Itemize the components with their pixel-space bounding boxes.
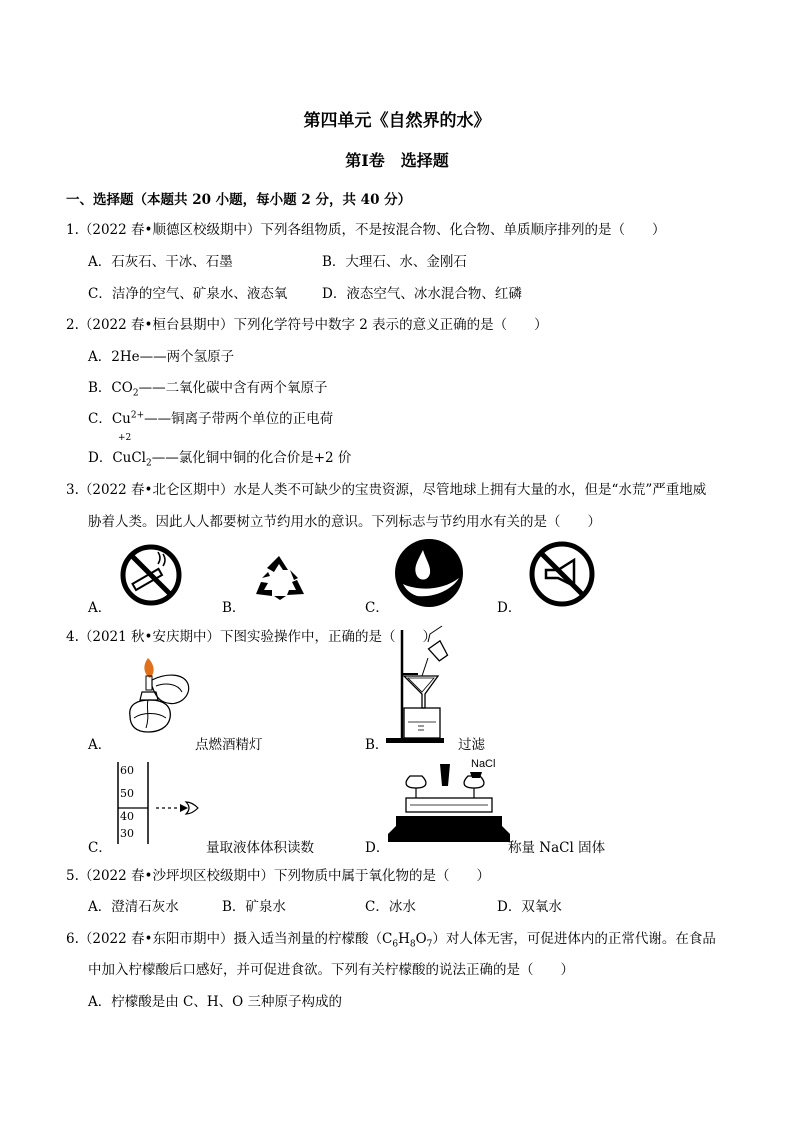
cylinder-tick-30: 30 — [120, 827, 134, 840]
cylinder-tick-60: 60 — [120, 764, 134, 777]
question-3-option-a: A． — [88, 600, 112, 616]
question-4-option-a: A． — [88, 737, 112, 753]
option-c-formula: C．Cu — [88, 411, 131, 427]
q6-h: H — [398, 931, 410, 947]
q6-sub-1: 6 — [392, 939, 399, 950]
filtration-setup-icon — [382, 622, 482, 746]
question-2-option-b — [88, 376, 328, 399]
option-d-subscript: 2 — [146, 458, 152, 469]
question-2-option-a: A．2He——两个氢原子 — [88, 349, 235, 365]
question-6-option-a: A．柠檬酸是由 C、H、O 三种原子构成的 — [88, 994, 343, 1010]
question-5-option-b: B．矿泉水 — [222, 899, 286, 915]
question-1-option-d: D．液态空气、冰水混合物、红磷 — [322, 286, 522, 302]
option-b-formula: B．CO — [88, 380, 133, 396]
question-3-option-c: C． — [365, 600, 389, 616]
option-b-text: ——二氧化碳中含有两个氧原子 — [138, 380, 328, 396]
cylinder-tick-50: 50 — [120, 787, 134, 800]
q6-sub-3: 7 — [426, 939, 433, 950]
option-b-subscript: 2 — [132, 388, 139, 399]
question-5-option-c: C．冰水 — [365, 899, 416, 915]
question-4-option-c-caption: 量取液体体积读数 — [206, 840, 314, 856]
option-c-superscript: 2+ — [130, 410, 145, 421]
question-4-option-a-caption: 点燃酒精灯 — [195, 737, 263, 753]
section-heading: 一、选择题（本题共 20 小题，每小题 2 分，共 40 分） — [66, 192, 412, 208]
cylinder-tick-40: 40 — [120, 810, 134, 823]
q6-o: O — [415, 931, 427, 947]
question-4-option-c: C． — [88, 840, 112, 856]
question-2-option-d — [88, 446, 352, 469]
question-4-stem: 4.（2021 秋•安庆期中）下图实验操作中，正确的是（ ） — [66, 629, 436, 645]
q6-text-a: 6.（2022 春•东阳市期中）摄入适当剂量的柠檬酸（C — [66, 931, 393, 947]
question-6-line-1 — [66, 927, 716, 950]
question-5-option-a: A．澄清石灰水 — [88, 899, 179, 915]
question-4-option-d-caption: 称量 NaCl 固体 — [508, 840, 606, 856]
question-1-stem: 1.（2022 春•顺德区校级期中）下列各组物质，不是按混合物、化合物、单质顺序排列的是（ ） — [66, 222, 666, 238]
question-1-option-c: C．洁净的空气、矿泉水、液态氧 — [88, 286, 288, 302]
question-4-option-b: B． — [365, 737, 389, 753]
question-2-stem: 2.（2022 春•桓台县期中）下列化学符号中数字 2 表示的意义正确的是（ ） — [66, 317, 548, 333]
valence-mark: +2 — [118, 433, 132, 443]
no-honking-sign-icon — [528, 540, 596, 608]
section-subtitle: 第Ⅰ卷 选择题 — [345, 151, 449, 170]
question-3-line-1: 3.（2022 春•北仑区期中）水是人类不可缺少的宝贵资源，尽管地球上拥有大量的水，但是“水荒”严重地威 — [66, 482, 707, 498]
page-title: 第四单元《自然界的水》 — [303, 111, 491, 131]
question-2-option-c — [88, 407, 333, 427]
alcohol-lamp-lighting-icon — [112, 652, 196, 738]
option-d-formula: D．CuCl — [88, 450, 146, 466]
q6-sub-2: 8 — [409, 939, 416, 950]
balance-scale-icon — [386, 758, 512, 850]
option-d-text: ——氯化铜中铜的化合价是+2 价 — [151, 450, 352, 466]
q6-text-b: ）对人体无害，可促进体内的正常代谢。在食品 — [432, 931, 716, 947]
question-1-option-a: A．石灰石、干冰、石墨 — [88, 254, 233, 270]
question-3-line-2: 胁着人类。因此人人都要树立节约用水的意识。下列标志与节约用水有关的是（ ） — [88, 514, 601, 530]
question-5-option-d: D．双氧水 — [497, 899, 562, 915]
question-1-option-b: B．大理石、水、金刚石 — [322, 254, 467, 270]
question-6-line-2: 中加入柠檬酸后口感好，并可促进食欲。下列有关柠檬酸的说法正确的是（ ） — [88, 962, 574, 978]
question-3-option-b: B． — [222, 600, 246, 616]
no-smoking-sign-icon — [118, 542, 184, 608]
recycle-sign-icon — [252, 552, 306, 602]
option-c-text: ——铜离子带两个单位的正电荷 — [144, 411, 334, 427]
question-4-option-b-caption: 过滤 — [458, 737, 485, 753]
nacl-label: NaCl — [471, 758, 496, 770]
question-3-option-d: D． — [497, 600, 522, 616]
question-5-stem: 5.（2022 春•沙坪坝区校级期中）下列物质中属于氧化物的是（ ） — [66, 868, 490, 884]
water-saving-sign-icon — [393, 538, 465, 608]
question-4-option-d: D． — [365, 840, 390, 856]
